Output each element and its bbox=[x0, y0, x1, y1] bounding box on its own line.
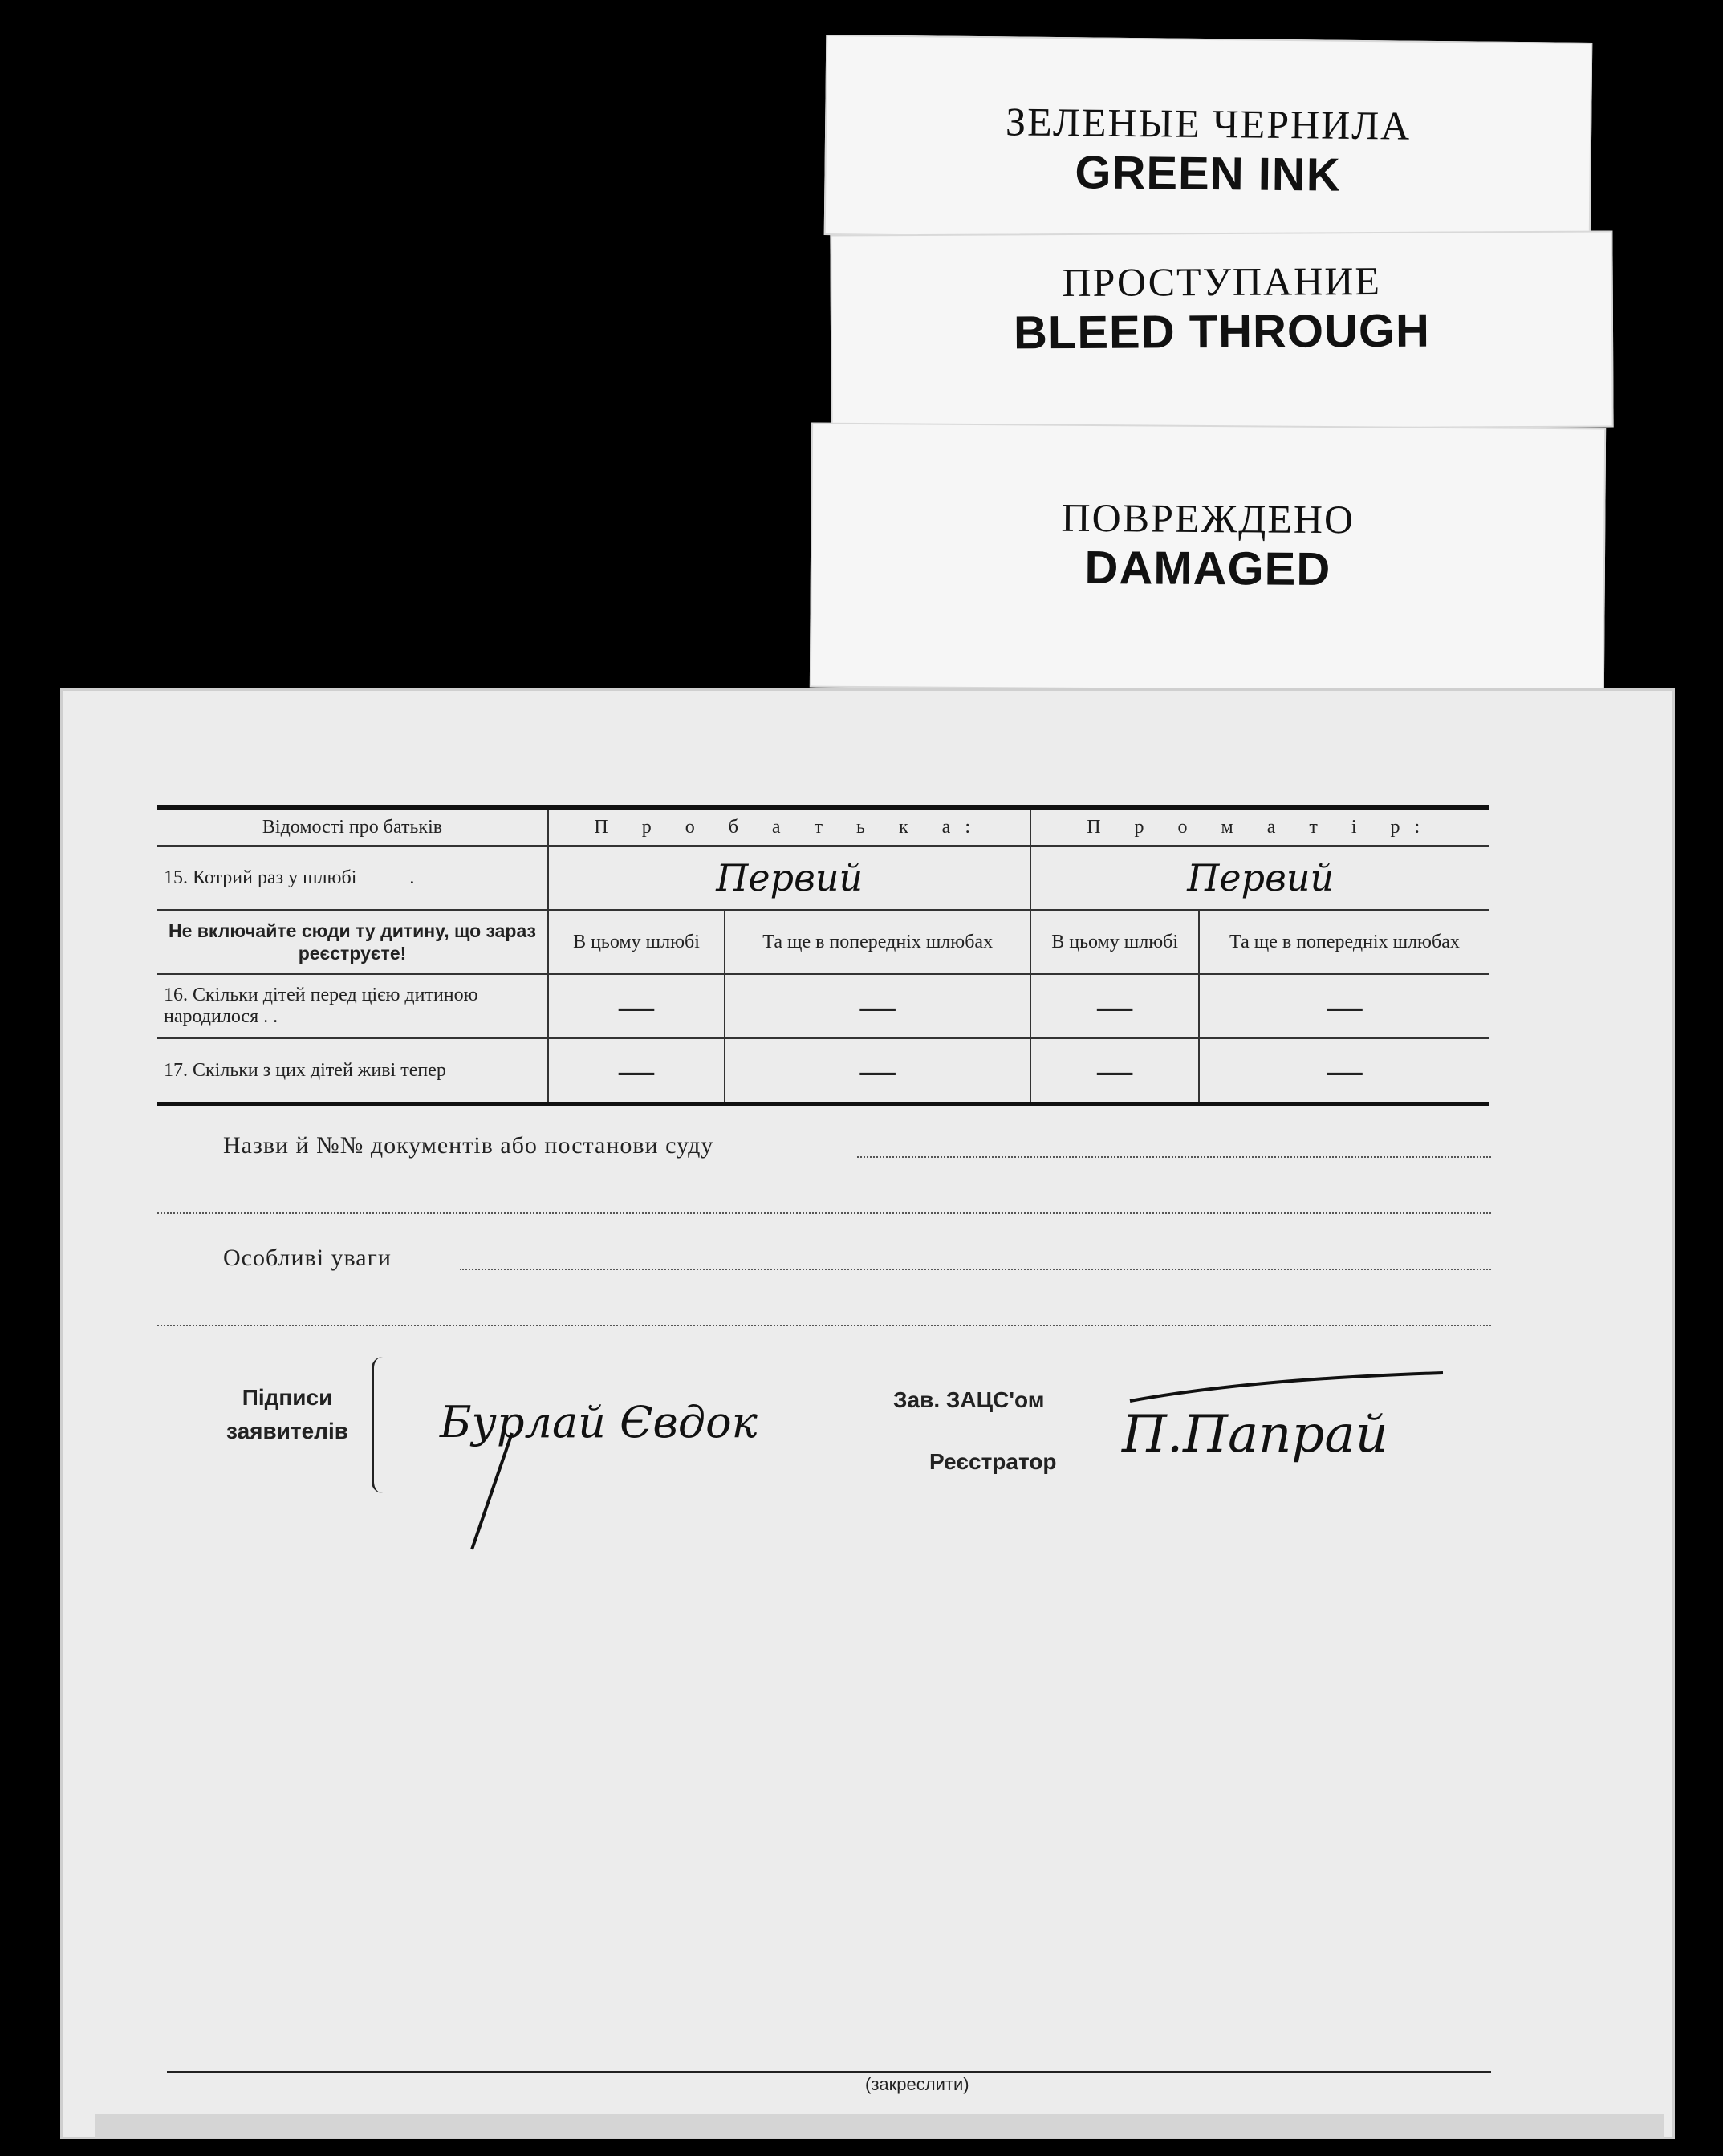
header-label: Відомості про батьків bbox=[157, 807, 548, 846]
flag-en-text: GREEN INK bbox=[1075, 146, 1342, 201]
table-subheader-row bbox=[157, 910, 1489, 974]
table-row-16 bbox=[157, 974, 1489, 1038]
row16-value: — bbox=[1199, 974, 1489, 1038]
registrar-label: Реєстратор bbox=[929, 1449, 1057, 1474]
father-header: П р о б а т ь к а: bbox=[548, 807, 1030, 846]
signature-stroke bbox=[464, 1429, 528, 1557]
signature-brace bbox=[372, 1357, 390, 1493]
row16-value: — bbox=[725, 974, 1030, 1038]
row17-value: — bbox=[548, 1038, 725, 1104]
flag-ru-text: ПРОСТУПАНИЕ bbox=[1062, 258, 1382, 306]
mother-header: П р о м а т і р: bbox=[1030, 807, 1489, 846]
bottom-rule bbox=[167, 2071, 1491, 2073]
applicants-label-line1: Підписи bbox=[242, 1385, 333, 1410]
table-row-15 bbox=[157, 846, 1489, 910]
applicants-signature-label bbox=[207, 1381, 368, 1448]
flag-card-bleed-through bbox=[830, 230, 1613, 431]
col-mother-previous: Та ще в попередніх шлюбах bbox=[1199, 910, 1489, 974]
col-mother-this-marriage: В цьому шлюбі bbox=[1030, 910, 1199, 974]
row16-value: — bbox=[1030, 974, 1199, 1038]
flag-ru-text: ПОВРЕЖДЕНО bbox=[1061, 494, 1355, 542]
row17-value: — bbox=[725, 1038, 1030, 1104]
flag-ru-text: ЗЕЛЕНЫЕ ЧЕРНИЛА bbox=[1005, 99, 1412, 148]
row16-label: 16. Скільки дітей перед цією дитиною народилося . . bbox=[157, 974, 548, 1038]
documents-label: Назви й №№ документів або постанови суду bbox=[223, 1132, 714, 1159]
applicants-label-line2: заявителів bbox=[226, 1419, 348, 1443]
flag-card-green-ink bbox=[824, 35, 1593, 243]
flag-en-text: BLEED THROUGH bbox=[1013, 304, 1431, 359]
row17-label: 17. Скільки з цих дітей живі тепер bbox=[157, 1038, 548, 1104]
row15-label: 15. Котрий раз у шлюбі bbox=[164, 867, 357, 888]
documents-dotted-line-2 bbox=[157, 1212, 1491, 1214]
row17-value: — bbox=[1030, 1038, 1199, 1104]
registrar-signature: П.Папрай bbox=[1122, 1405, 1388, 1464]
row15-dots: . bbox=[409, 867, 415, 888]
exclusion-note: Не включайте сюди ту дитину, що зараз реєструєте! bbox=[157, 910, 548, 974]
flag-en-text: DAMAGED bbox=[1084, 541, 1331, 596]
sheet-underlayer bbox=[95, 2114, 1664, 2138]
table-row-17 bbox=[157, 1038, 1489, 1104]
remarks-dotted-line bbox=[460, 1269, 1491, 1270]
row15-label-cell bbox=[157, 846, 548, 910]
row15-father-value: Первий bbox=[548, 846, 1030, 910]
registration-form-sheet bbox=[60, 688, 1675, 2139]
col-father-this-marriage: В цьому шлюбі bbox=[548, 910, 725, 974]
remarks-dotted-line-2 bbox=[157, 1325, 1491, 1326]
flag-card-damaged bbox=[810, 423, 1606, 693]
table-header-row bbox=[157, 807, 1489, 846]
remarks-label: Особливі уваги bbox=[223, 1244, 392, 1271]
documents-dotted-line bbox=[857, 1156, 1491, 1158]
parents-info-table bbox=[157, 805, 1489, 1106]
row16-value: — bbox=[548, 974, 725, 1038]
col-father-previous: Та ще в попередніх шлюбах bbox=[725, 910, 1030, 974]
registrar-signature-flourish bbox=[1122, 1369, 1459, 1417]
row17-value: — bbox=[1199, 1038, 1489, 1104]
bottom-note: (закреслити) bbox=[865, 2074, 969, 2094]
head-of-registry-label: Зав. ЗАЦС'ом bbox=[893, 1387, 1045, 1412]
row15-mother-value: Первий bbox=[1030, 846, 1489, 910]
applicant-signature: Бурлай Євдок bbox=[440, 1397, 758, 1447]
